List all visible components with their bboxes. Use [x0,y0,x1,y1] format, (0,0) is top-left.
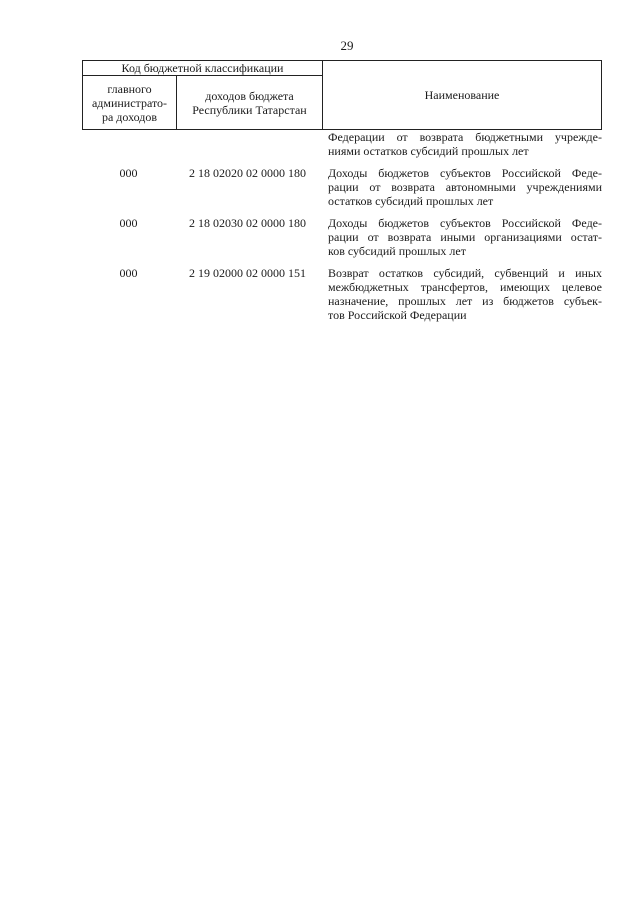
name-line: тов Российской Федерации [328,308,467,322]
name-line: рации от возврата автономными учреждениями [328,180,602,194]
budget-code-cell [175,130,320,166]
page-number: 29 [340,38,354,53]
admin-code-cell: 000 [119,216,138,230]
admin-header-line: главного [107,81,152,96]
classification-code-header: Код бюджетной классификации [83,61,323,76]
budget-code-cell: 2 18 02020 02 0000 180 [189,166,306,180]
admin-code-cell: 000 [119,166,138,180]
budget-code-cell: 2 19 02000 02 0000 151 [189,266,306,280]
name-line: назначение, прошлых лет из бюджетов субъек- [328,294,602,308]
table-row [82,130,602,166]
name-line: Возврат остатков субсидий, субвенций и иных [328,266,602,280]
table-row [82,166,602,216]
budget-code-cell: 2 18 02030 02 0000 180 [189,216,306,230]
name-cell [320,130,602,166]
admin-code-cell: 000 [119,266,138,280]
admin-code-cell [82,130,175,166]
name-line: Федерации от возврата бюджетными учрежде- [328,130,602,144]
admin-header-line: администрато- [91,95,168,110]
name-line: Доходы бюджетов субъектов Российской Феде- [328,216,602,230]
name-cell [320,166,602,216]
name-column-header: Наименование [323,61,602,130]
budget-column-header [177,76,323,130]
name-cell [320,266,602,326]
name-line: остатков субсидий прошлых лет [328,194,494,208]
name-line: ниями остатков субсидий прошлых лет [328,144,529,158]
name-cell [320,216,602,266]
admin-header-line: ра доходов [101,109,158,124]
table-row [82,216,602,266]
table-body [82,130,602,326]
name-line: Доходы бюджетов субъектов Российской Феде- [328,166,602,180]
name-line: ков субсидий прошлых лет [328,244,466,258]
name-line: межбюджетных трансфертов, имеющих целевое [328,280,602,294]
budget-header-line: доходов бюджета [205,88,294,103]
budget-header-line: Республики Татарстан [192,102,307,117]
admin-column-header [83,76,177,130]
name-line: рации от возврата иными организациями остат- [328,230,602,244]
table-header [82,60,602,130]
table-row [82,266,602,326]
